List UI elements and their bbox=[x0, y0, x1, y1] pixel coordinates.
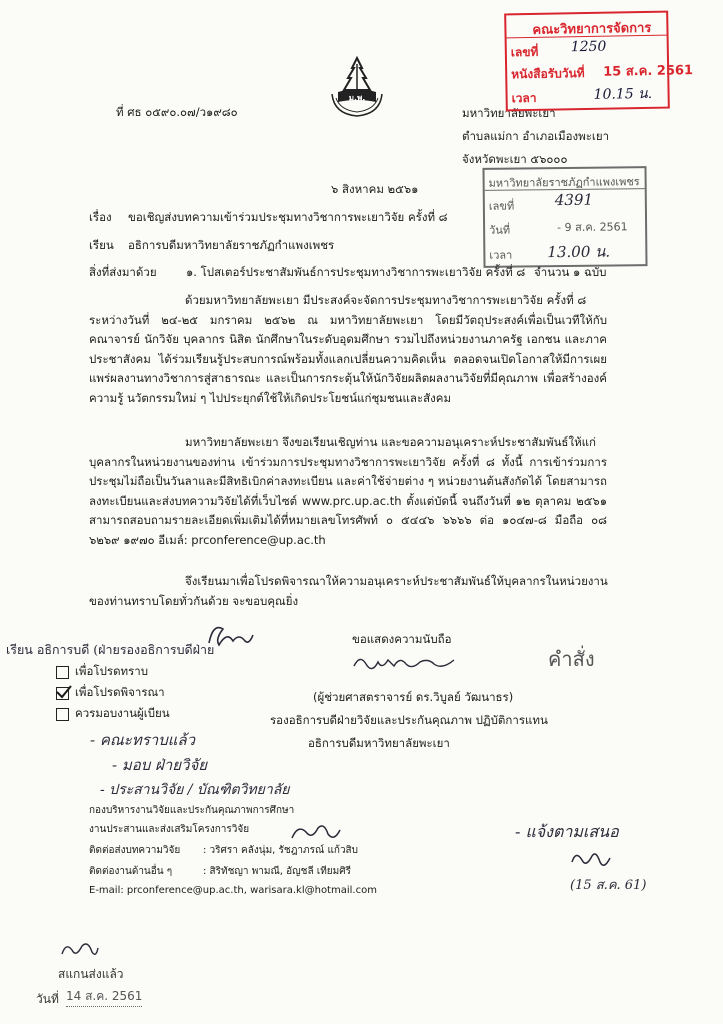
attachment-item: ๑. โปสเตอร์ประชาสัมพันธ์การประชุมทางวิชาการพะเยาวิจัย ครั้งที่ ๘ bbox=[186, 265, 526, 279]
option-3-label: ควรมอบงานผู้เบียน bbox=[75, 706, 170, 720]
scan-date: 14 ส.ค. 2561 bbox=[66, 987, 142, 1007]
body-paragraph-2 bbox=[89, 433, 607, 550]
stamp-recv-date: 15 ส.ค. 2561 bbox=[603, 63, 694, 80]
routing-option-2 bbox=[56, 684, 165, 702]
closing: ขอแสดงความนับถือ bbox=[352, 632, 452, 646]
order-date: (15 ส.ค. 61) bbox=[570, 878, 647, 893]
svg-text:ม.พ.: ม.พ. bbox=[348, 93, 366, 103]
paragraph-1-first-line: ด้วยมหาวิทยาลัยพะเยา มีประสงค์จะจัดการประชุมทางวิชาการพะเยาวิจัย ครั้งที่ ๘ bbox=[185, 293, 587, 307]
option-2-label: เพื่อโปรดพิจารณา bbox=[75, 685, 165, 699]
option-2-checkbox[interactable] bbox=[56, 687, 69, 700]
option-1-label: เพื่อโปรดทราบ bbox=[75, 664, 149, 678]
signer-title-1: รองอธิการบดีฝ่ายวิจัยและประกันคุณภาพ ปฏิบัติการแทน bbox=[270, 713, 548, 727]
contact-1-names: : วริศรา คลังนุ่ม, รัชฎาภรณ์ แก้วสิบ bbox=[203, 845, 359, 856]
org-address-line-3: จังหวัดพะเยา ๕๖๐๐๐ bbox=[462, 152, 568, 166]
signature-mark bbox=[350, 650, 460, 680]
reference-number: ที่ ศธ ๐๕๙๐.๐๗/ว๑๙๘๐ bbox=[116, 105, 238, 119]
footer-unit: งานประสานและส่งเสริมโครงการวิจัย bbox=[89, 824, 250, 835]
scan-date-label: วันที่ bbox=[36, 992, 59, 1006]
stamp-time-value: 10.15 น. bbox=[593, 85, 653, 103]
option-3-checkbox[interactable] bbox=[56, 708, 69, 721]
stamp-gray-date-label: วันที่ bbox=[489, 223, 511, 237]
stamp-gray-no-label: เลขที่ bbox=[488, 199, 515, 213]
routing-option-3 bbox=[56, 705, 170, 723]
scan-label: สแกนส่งแล้ว bbox=[58, 967, 124, 981]
body-paragraph-1 bbox=[89, 291, 607, 408]
subject-text: ขอเชิญส่งบทความเข้าร่วมประชุมทางวิชาการพะเยาวิจัย ครั้งที่ ๘ bbox=[128, 210, 448, 224]
body-paragraph-3 bbox=[89, 572, 607, 611]
attachment-label: สิ่งที่ส่งมาด้วย bbox=[89, 265, 157, 279]
subject-label: เรื่อง bbox=[89, 210, 112, 224]
order-label: คำสั่ง bbox=[548, 647, 595, 671]
contact-2-names: : สิริทัชญา พามณี, อัญชลี เทียมศิรี bbox=[203, 866, 351, 877]
stamp-no-value: 1250 bbox=[570, 38, 607, 56]
signer-name: (ผู้ช่วยศาสตราจารย์ ดร.วิบูลย์ วัฒนาธร) bbox=[313, 690, 514, 704]
option-1-checkbox[interactable] bbox=[56, 666, 69, 679]
routing-note-1: - คณะทราบแล้ว bbox=[90, 731, 196, 749]
paragraph-3-first-line: จึงเรียนมาเพื่อโปรดพิจารณาให้ความอนุเคราะห์ประชาสัมพันธ์ให้บุคลากรในหน่วยงาน bbox=[185, 574, 608, 588]
routing-signature bbox=[205, 621, 255, 655]
stamp-recv-label: หนังสือรับวันที่ bbox=[511, 66, 585, 82]
order-signature bbox=[568, 848, 612, 876]
org-address-line-1: มหาวิทยาลัยพะเยา bbox=[462, 106, 556, 120]
letter-date: ๖ สิงหาคม ๒๕๖๑ bbox=[331, 182, 419, 196]
to-label: เรียน bbox=[89, 238, 114, 252]
stamp-time-label: เวลา bbox=[511, 90, 537, 106]
attachment-quantity: จำนวน ๑ ฉบับ bbox=[534, 265, 607, 279]
scan-initial-signature bbox=[58, 940, 100, 964]
contact-1-label: ติดต่อส่งบทความวิจัย bbox=[89, 845, 181, 856]
routing-option-1 bbox=[56, 663, 148, 681]
paragraph-3-second-line: ของท่านทราบโดยทั่วกันด้วย จะขอบคุณยิ่ง bbox=[89, 593, 299, 608]
stamp-no-label: เลขที่ bbox=[510, 44, 539, 60]
org-address-line-2: ตำบลแม่กา อำเภอเมืองพะเยา bbox=[462, 129, 610, 143]
routing-note-3: - ประสานวิจัย / บัณฑิตวิทยาลัย bbox=[100, 782, 290, 798]
stamp-gray-date-value: - 9 ส.ค. 2561 bbox=[557, 220, 628, 235]
routing-to-line: เรียน อธิการบดี (ฝ่ายรองอธิการบดีฝ่าย bbox=[6, 642, 215, 657]
stamp-faculty-title: คณะวิทยาการจัดการ bbox=[532, 20, 652, 38]
faculty-receive-stamp bbox=[504, 11, 694, 112]
stamp-gray-time-value: 13.00 น. bbox=[547, 242, 611, 262]
stamp-university-title: มหาวิทยาลัยราชภัฏกำแพงเพชร bbox=[488, 175, 640, 190]
university-emblem bbox=[326, 56, 388, 120]
order-note: - แจ้งตามเสนอ bbox=[515, 822, 619, 841]
paragraph-2-body: บุคลากรในหน่วยงานของท่าน เข้าร่วมการประชุมทางวิชาการพะเยาวิจัย ครั้งที่ ๘ ทั้งนี้ การเข้าร่วมการประชุมไม่ถือเป็นวันลาและมีสิทธิเบิกค่าลงทะเบียน และค่าใช้จ่ายต่าง ๆ หน่วยงานต้นสังกัดได้ โดยสามารถลงทะเบียนและส่งบทความวิจัยได้ที่เว็บไซต์ www.prc.up.ac.th ตั้งแต่บัดนี้ จนถึงวันที่ ๑๒ ตุลาคม ๒๕๖๑ สามารถสอบถามรายละเอียดเพิ่มเติมได้ที่หมายเลขโทรศัพท์ ๐ ๕๔๔๖ ๖๖๖๖ ต่อ ๑๐๔๗-๘ มือถือ ๐๘ ๖๒๖๙ ๑๙๗๐ อีเมล์: prconference@up.ac.th bbox=[89, 454, 607, 547]
footer-email: E-mail: prconference@up.ac.th, warisara.kl@hotmail.com bbox=[89, 885, 377, 896]
paragraph-2-first-line: มหาวิทยาลัยพะเยา จึงขอเรียนเชิญท่าน และขอความอนุเคราะห์ประชาสัมพันธ์ให้แก่ bbox=[185, 435, 597, 449]
signer-title-2: อธิการบดีมหาวิทยาลัยพะเยา bbox=[308, 736, 450, 750]
stamp-gray-no-value: 4391 bbox=[554, 190, 594, 210]
paragraph-1-body: ระหว่างวันที่ ๒๔-๒๕ มกราคม ๒๕๖๒ ณ มหาวิทยาลัยพะเยา โดยมีวัตถุประสงค์เพื่อเป็นเวทีให้กับคณาจารย์ นักวิจัย บุคลากร นิสิต นักศึกษาในระดับอุดมศึกษา รวมไปถึงหน่วยงานภาครัฐ เอกชน และภาคประชาสังคม ได้ร่วมเรียนรู้ประสบการณ์พร้อมทั้งแลกเปลี่ยนความคิดเห็น ตลอดจนเปิดโอกาสให้มีการเผยแพร่ผลงานทางวิชาการสู่สาธารณะ และเป็นการกระตุ้นให้นักวิจัยผลิตผลงานวิจัยที่มีคุณภาพ เพื่อสร้างองค์ความรู้ นวัตกรรมใหม่ ๆ ไปประยุกต์ใช้ให้เกิดประโยชน์แก่ชุมชนและสังคม bbox=[89, 312, 607, 405]
footer-department: กองบริหารงานวิจัยและประกันคุณภาพการศึกษา bbox=[89, 805, 295, 816]
stamp-gray-time-label: เวลา bbox=[489, 248, 513, 262]
to-text: อธิการบดีมหาวิทยาลัยราชภัฏกำแพงเพชร bbox=[128, 238, 335, 252]
university-receive-stamp bbox=[482, 166, 647, 268]
contact-2-label: ติดต่องานด้านอื่น ๆ bbox=[89, 866, 173, 877]
routing-note-2: - มอบ ฝ่ายวิจัย bbox=[112, 756, 208, 774]
